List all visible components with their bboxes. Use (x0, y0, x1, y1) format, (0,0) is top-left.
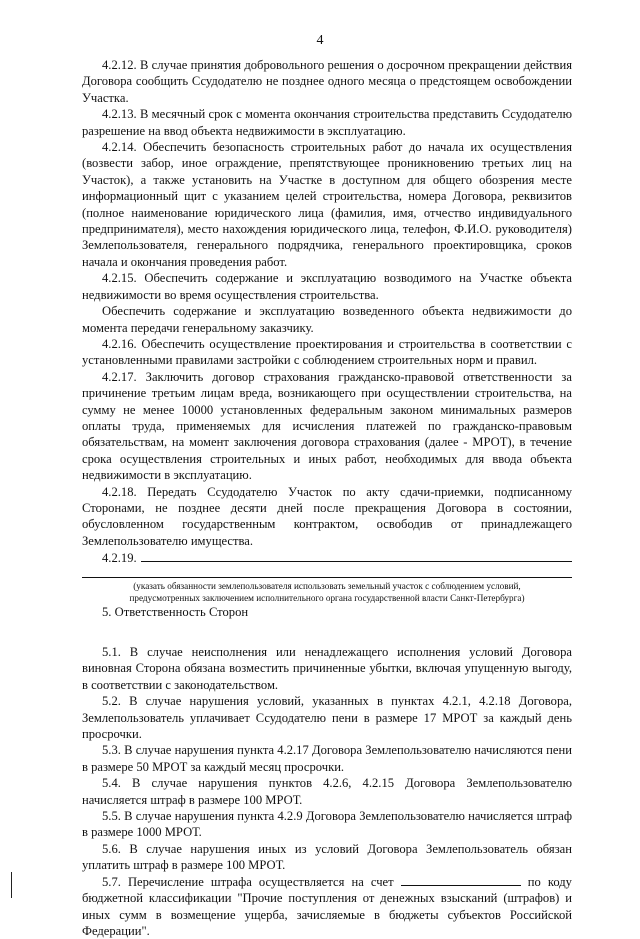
instruction-note-line-1: (указать обязанности землепользователя использовать земельный участок с соблюдением условий, (133, 580, 521, 591)
account-blank-line (401, 874, 521, 886)
clause-4-2-18: 4.2.18. Передать Ссудодателю Участок по акту сдачи-приемки, подписанному Сторонами, не позднее десяти дней после прекращения Договора в состоянии, обусловленном государственным контрактом, освободив от принадлежащего Землепользователю имущества. (82, 484, 572, 548)
clause-4-2-14: 4.2.14. Обеспечить безопасность строительных работ до начала их осуществления (возвести забор, иное ограждение, препятствующее проникновению третьих лиц на Участок), а также установить на Участке в доступном для общего обозрения месте информационный щит с указанием целей строительства, номера Договора, реквизитов (полное наименование юридического лица (фамилия, имя, отчество индивидуального предпринимателя), место нахождения юридического лица, телефон, Ф.И.О. руководителя) Землепользователя, генерального подрядчика, генерального проектировщика, сроков начала и окончания проведения работ. (82, 140, 572, 269)
section-title: 5. Ответственность Сторон (102, 604, 249, 619)
clause-4-2-19-number: 4.2.19. (102, 551, 137, 566)
clause-5-7-start: 5.7. Перечисление штрафа осуществляется на счет (102, 874, 394, 889)
clause-5-3: 5.3. В случае нарушения пункта 4.2.17 Договора Землепользователю начисляются пени в размере 50 МРОТ за каждый месяц просрочки. (82, 743, 572, 774)
clause-4-2-15: 4.2.15. Обеспечить содержание и эксплуатацию возводимого на Участке объекта недвижимости во время осуществления строительства. (82, 271, 572, 302)
blank-line (82, 571, 572, 578)
margin-mark (11, 872, 12, 898)
document-body (82, 57, 572, 939)
clause-4-2-12: 4.2.12. В случае принятия добровольного решения о досрочном прекращении действия Договора сообщить Ссудодателю не позднее одного месяца о предстоящем освобождении Участка. (82, 58, 572, 105)
clause-5-1: 5.1. В случае неисполнения или ненадлежащего исполнения условий Договора виновная Сторона обязана возместить причиненные убытки, включая упущенную выгоду, в соответствии с законодательством. (82, 645, 572, 692)
clause-4-2-19-blank-line (141, 549, 572, 562)
clause-5-7 (82, 874, 572, 939)
clause-5-6: 5.6. В случае нарушения иных из условий Договора Землепользователь обязан уплатить штраф в размере 100 МРОТ. (82, 841, 572, 873)
clause-5-7-end: по коду бюджетной классификации "Прочие поступления от денежных взысканий (штрафов) и иных сумм в возмещение ущерба, зачисляемые в бюджеты субъектов Российской Федерации". (82, 874, 572, 938)
clause-4-2-19 (82, 549, 572, 566)
clause-5-5: 5.5. В случае нарушения пункта 4.2.9 Договора Землепользователю начисляется штраф в размере 1000 МРОТ. (82, 809, 572, 840)
clause-5-2: 5.2. В случае нарушения условий, указанных в пунктах 4.2.1, 4.2.18 Договора, Землепользователь уплачивает Ссудодателю пени в размере 17 МРОТ за каждый день просрочки. (82, 694, 572, 742)
clause-4-2-17: 4.2.17. Заключить договор страхования гражданско-правовой ответственности за причинение третьим лицам вреда, возникающего при осуществлении строительства, на сумму не менее 10000 установленных федеральным законом минимальных размеров оплаты труда, применяемых для исчисления платежей по гражданско-правовым обязательствам, на момент заключения договора страхования (далее - МРОТ), в течение срока осуществления строительных и иных работ, необходимых для ввода объекта недвижимости в эксплуатацию. (82, 369, 572, 483)
clause-4-2-16: 4.2.16. Обеспечить осуществление проектирования и строительства в соответствии с установленными правилами застройки с соблюдением строительных норм и правил. (82, 336, 572, 368)
page-number: 4 (316, 33, 324, 48)
clause-4-2-15-continued: Обеспечить содержание и эксплуатацию возведенного объекта недвижимости до момента передачи генеральному заказчику. (82, 304, 572, 335)
clause-4-2-13: 4.2.13. В месячный срок с момента окончания строительства представить Ссудодателю разрешение на ввод объекта недвижимости в эксплуатацию. (82, 107, 572, 138)
clause-5-4: 5.4. В случае нарушения пунктов 4.2.6, 4.2.15 Договора Землепользователю начисляется штраф в размере 100 МРОТ. (82, 776, 572, 807)
instruction-note-line-2: предусмотренных заключением исполнительного органа государственной власти Санкт-Петербурга) (129, 592, 525, 603)
